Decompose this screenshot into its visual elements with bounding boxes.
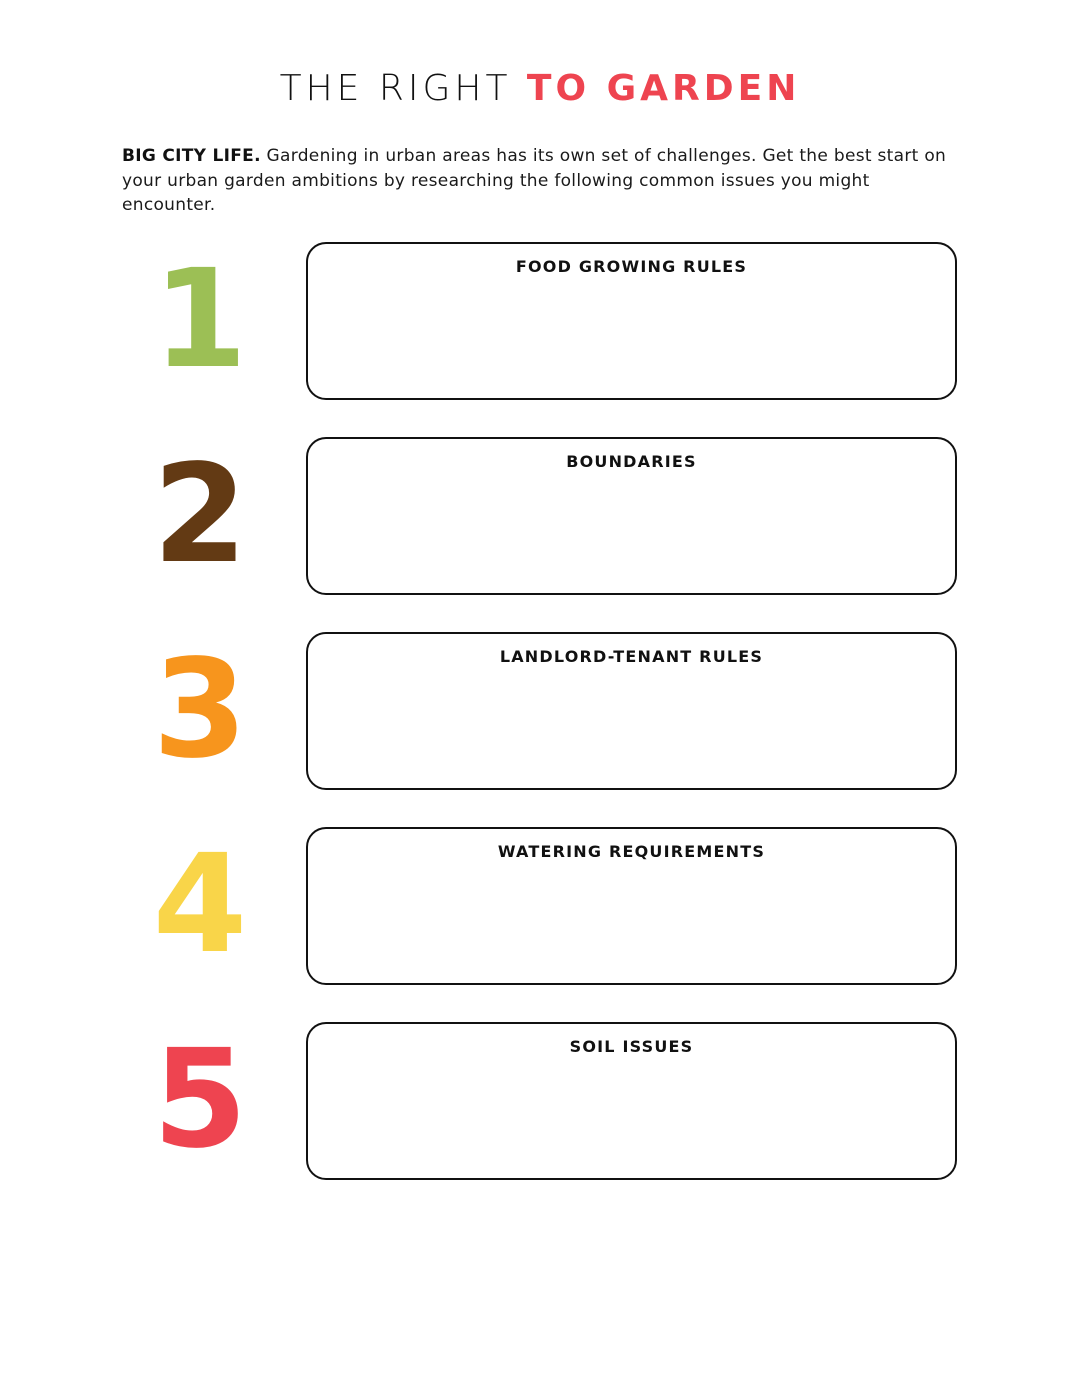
list-item — [0, 1022, 1080, 1180]
answer-box — [306, 827, 957, 985]
intro-paragraph — [122, 144, 962, 218]
answer-box — [306, 1022, 957, 1180]
answer-box — [306, 242, 957, 400]
box-label: BOUNDARIES — [566, 452, 697, 471]
answer-box — [306, 437, 957, 595]
writing-area[interactable] — [324, 481, 939, 579]
writing-area[interactable] — [324, 676, 939, 774]
title-accent: TO GARDEN — [526, 68, 801, 109]
item-number: 5 — [152, 1021, 248, 1179]
item-number: 2 — [152, 436, 248, 594]
list-item — [0, 827, 1080, 985]
item-number: 3 — [152, 631, 248, 789]
writing-area[interactable] — [324, 1066, 939, 1164]
writing-area[interactable] — [324, 871, 939, 969]
box-label: WATERING REQUIREMENTS — [497, 842, 766, 861]
writing-area[interactable] — [324, 286, 939, 384]
box-label: FOOD GROWING RULES — [515, 257, 748, 276]
item-number: 1 — [152, 241, 248, 399]
answer-box — [306, 632, 957, 790]
box-label: LANDLORD-TENANT RULES — [499, 647, 764, 666]
intro-lead: BIG CITY LIFE. — [122, 146, 261, 166]
list-item — [0, 242, 1080, 400]
list-item — [0, 437, 1080, 595]
item-number: 4 — [152, 826, 248, 984]
page-title — [0, 68, 1080, 109]
intro-text: Gardening in urban areas has its own set of challenges. Get the best start on your urban garden ambitions by researching the following common issues you might encounter. — [122, 146, 947, 215]
box-label: SOIL ISSUES — [569, 1037, 694, 1056]
title-light: THE RIGHT — [279, 68, 512, 109]
list-item — [0, 632, 1080, 790]
